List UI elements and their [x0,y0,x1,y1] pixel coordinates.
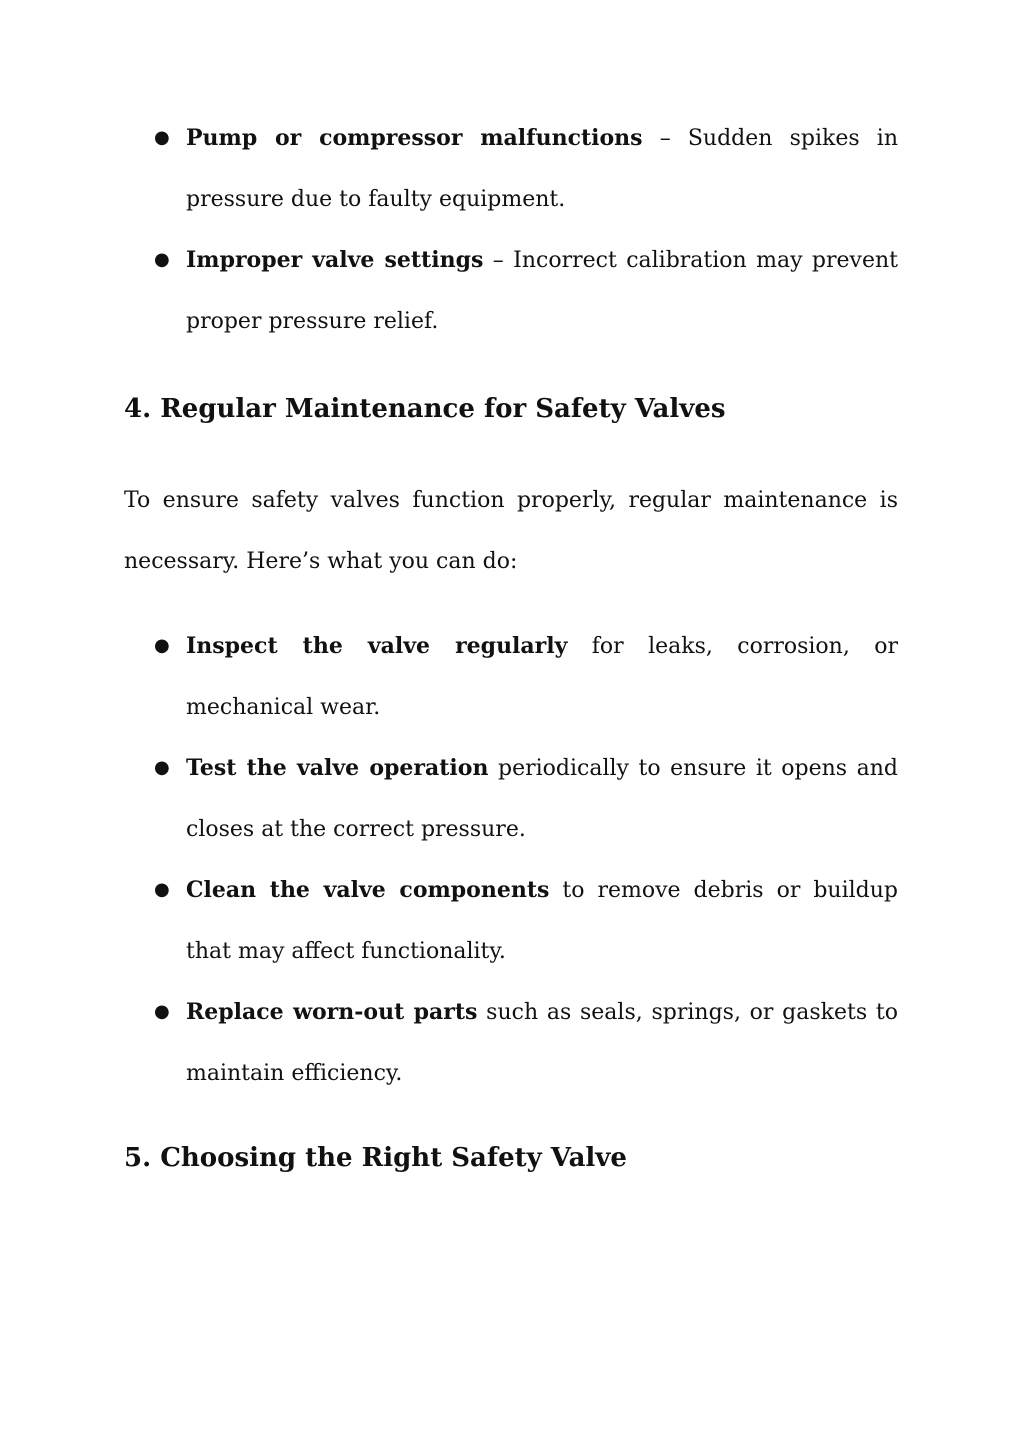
list-item-text: – Sudden spikes in pressure due to faulty equipment. [186,126,898,212]
bullet-icon: ● [154,879,170,900]
list-item-lead: Replace worn-out parts [186,999,478,1025]
list-item-text: to remove debris or buildup that may affect functionality. [186,878,898,964]
list-item [154,108,898,230]
section-4-intro: To ensure safety valves function properly, regular maintenance is necessary. Here’s what you can do: [124,488,898,574]
failure-causes-list [154,108,899,352]
list-item-text: – Incorrect calibration may prevent proper pressure relief. [186,248,899,334]
list-item-lead: Inspect the valve regularly [186,633,568,659]
list-item-lead: Improper valve settings [186,247,484,273]
maintenance-list [154,616,898,1104]
list-item-text: periodically to ensure it opens and closes at the correct pressure. [186,756,898,842]
list-item [154,616,898,738]
list-item-text: such as seals, springs, or gaskets to maintain efficiency. [186,1000,898,1086]
section-4-heading: 4. Regular Maintenance for Safety Valves [124,394,726,424]
section-5-heading: 5. Choosing the Right Safety Valve [124,1143,627,1173]
bullet-icon: ● [154,635,170,656]
list-item [154,982,898,1104]
list-item [154,860,898,982]
list-item [154,738,898,860]
list-item [154,230,899,352]
list-item-lead: Test the valve operation [186,755,489,781]
bullet-icon: ● [154,757,170,778]
list-item-text: for leaks, corrosion, or mechanical wear. [186,634,898,720]
bullet-icon: ● [154,127,170,148]
bullet-icon: ● [154,249,170,270]
bullet-icon: ● [154,1001,170,1022]
list-item-lead: Clean the valve components [186,877,550,903]
list-item-lead: Pump or compressor malfunctions [186,125,643,151]
